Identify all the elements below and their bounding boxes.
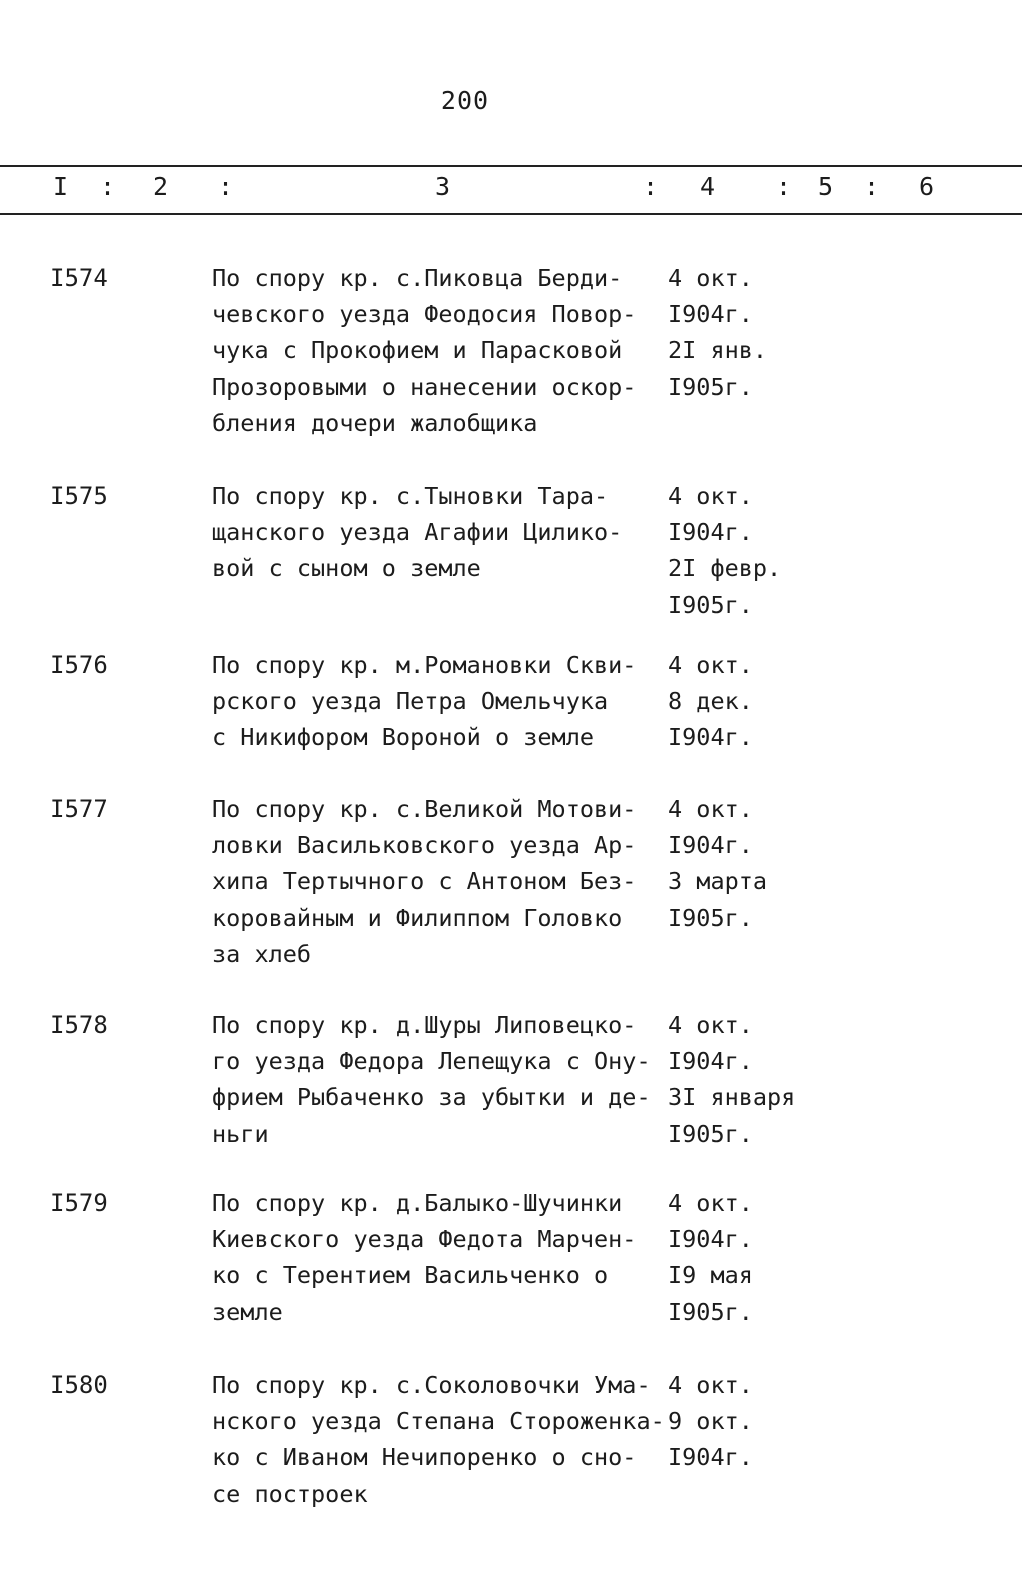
description-line: коровайным и Филиппом Головко	[212, 903, 623, 932]
column-separator: :	[100, 172, 116, 201]
entry-description	[212, 478, 667, 587]
entry-number: I579	[50, 1189, 108, 1217]
column-separator: :	[218, 172, 234, 201]
description-line: Киевского уезда Федота Марчен-	[212, 1225, 637, 1254]
date-line: I905г.	[668, 1297, 753, 1326]
column-separator: :	[864, 172, 880, 201]
description-line: По спору кр. д.Балыко-Шучинки	[212, 1189, 623, 1217]
description-line: По спору кр. м.Романовки Скви-	[212, 651, 637, 679]
description-line: вой с сыном о земле	[212, 554, 481, 583]
date-line: 2I янв.	[668, 336, 768, 365]
entry-number: I580	[50, 1371, 108, 1399]
column-header-3: 3	[435, 172, 451, 201]
description-line: рского уезда Петра Омельчука	[212, 687, 609, 716]
column-header-4: 4	[700, 172, 716, 201]
entry-dates	[668, 647, 868, 756]
description-line: чевского уезда Феодосия Повор-	[212, 300, 637, 329]
date-line: 3I января	[668, 1083, 796, 1112]
description-line: го уезда Федора Лепещука с Ону-	[212, 1047, 651, 1076]
page-number: 200	[440, 86, 490, 115]
entry-number: I575	[50, 482, 108, 510]
entry-number: I578	[50, 1011, 108, 1039]
date-line: I904г.	[668, 518, 753, 547]
column-header-6: 6	[919, 172, 935, 201]
entry-number: I576	[50, 651, 108, 679]
entry-dates	[668, 1007, 868, 1152]
entry-description	[212, 1367, 667, 1512]
description-line: По спору кр. с.Великой Мотови-	[212, 795, 637, 823]
date-line: 3 марта	[668, 867, 768, 896]
column-header-2: 2	[153, 172, 169, 201]
entry-description	[212, 260, 667, 441]
date-line: I904г.	[668, 1443, 753, 1472]
date-line: I904г.	[668, 831, 753, 860]
column-header-5: 5	[818, 172, 834, 201]
column-header-1: I	[53, 172, 69, 201]
date-line: 9 окт.	[668, 1407, 753, 1436]
date-line: 4 окт.	[668, 482, 753, 510]
description-line: земле	[212, 1297, 283, 1326]
entry-dates	[668, 1185, 868, 1330]
entry-dates	[668, 478, 868, 623]
description-line: щанского уезда Агафии Цилико-	[212, 518, 623, 547]
entry-number: I574	[50, 264, 108, 292]
description-line: се построек	[212, 1479, 368, 1508]
entry-dates	[668, 1367, 868, 1476]
date-line: I904г.	[668, 1047, 753, 1076]
entry-description	[212, 1007, 667, 1152]
column-separator: :	[776, 172, 792, 201]
entry-dates	[668, 260, 868, 405]
description-line: ньги	[212, 1119, 269, 1148]
description-line: По спору кр. с.Пиковца Берди-	[212, 264, 623, 292]
description-line: По спору кр. с.Тыновки Тара-	[212, 482, 609, 510]
entry-description	[212, 791, 667, 972]
date-line: 4 окт.	[668, 1011, 753, 1039]
date-line: I905г.	[668, 903, 753, 932]
column-separator: :	[643, 172, 659, 201]
date-line: 4 окт.	[668, 1189, 753, 1217]
date-line: I9 мая	[668, 1261, 753, 1290]
date-line: 4 окт.	[668, 651, 753, 679]
description-line: за хлеб	[212, 939, 312, 968]
date-line: I905г.	[668, 372, 753, 401]
description-line: ко с Терентием Васильченко о	[212, 1261, 609, 1290]
description-line: с Никифором Вороной о земле	[212, 723, 595, 752]
header-top-rule	[0, 165, 1022, 167]
entry-dates	[668, 791, 868, 936]
entry-number: I577	[50, 795, 108, 823]
date-line: 2I февр.	[668, 554, 782, 583]
date-line: I904г.	[668, 1225, 753, 1254]
date-line: 4 окт.	[668, 264, 753, 292]
date-line: I905г.	[668, 590, 753, 619]
description-line: ловки Васильковского уезда Ар-	[212, 831, 637, 860]
description-line: нского уезда Степана Стороженка-	[212, 1407, 665, 1436]
date-line: 8 дек.	[668, 687, 753, 716]
header-bottom-rule	[0, 213, 1022, 215]
description-line: По спору кр. с.Соколовочки Ума-	[212, 1371, 651, 1399]
date-line: I904г.	[668, 300, 753, 329]
description-line: По спору кр. д.Шуры Липовецко-	[212, 1011, 637, 1039]
date-line: 4 окт.	[668, 1371, 753, 1399]
entry-description	[212, 647, 667, 756]
entry-description	[212, 1185, 667, 1330]
description-line: Прозоровыми о нанесении оскор-	[212, 372, 637, 401]
description-line: ко с Иваном Нечипоренко о сно-	[212, 1443, 637, 1472]
date-line: I904г.	[668, 723, 753, 752]
description-line: бления дочери жалобщика	[212, 408, 538, 437]
description-line: хипа Тертычного с Антоном Без-	[212, 867, 637, 896]
date-line: 4 окт.	[668, 795, 753, 823]
description-line: фрием Рыбаченко за убытки и де-	[212, 1083, 651, 1112]
date-line: I905г.	[668, 1119, 753, 1148]
description-line: чука с Прокофием и Парасковой	[212, 336, 623, 365]
